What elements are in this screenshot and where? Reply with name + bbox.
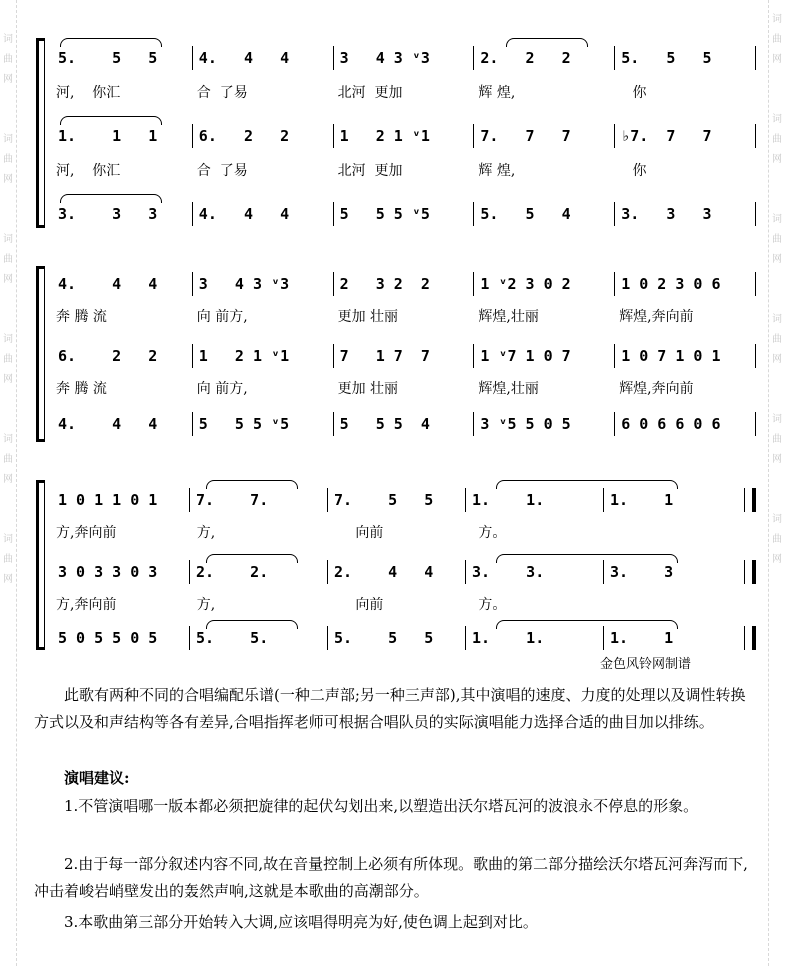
- lyric: 辉煌,奔向前: [619, 309, 694, 325]
- score-system-3: [36, 480, 756, 650]
- left-margin-line: [16, 0, 17, 966]
- measure: ♭7. 7 7: [621, 127, 712, 145]
- voice-3-notes: [52, 202, 756, 226]
- measure: 3. 3 3: [58, 205, 158, 223]
- measure: 1 0 1 1 0 1: [58, 491, 158, 509]
- system-line: [44, 480, 45, 650]
- lyric: 更加 壮丽: [337, 309, 399, 325]
- lyric: 奔 腾 流: [56, 309, 107, 325]
- lyric: 北河 更加: [337, 163, 403, 179]
- lyric-line: [52, 520, 756, 544]
- measure: 3. 3 3: [621, 205, 712, 223]
- measure: 1 0 7 1 0 1: [621, 347, 721, 365]
- measure: 1. 1.: [472, 629, 545, 647]
- measure: 5. 5 4: [480, 205, 571, 223]
- lyric-line: [52, 158, 756, 182]
- voice-2-notes: [52, 560, 756, 584]
- voice-3-notes: [52, 412, 756, 436]
- watermark-left: 词曲网 词曲网 词曲网 词曲网 词曲网 词曲网: [3, 34, 13, 585]
- lyric: 辉煌,壮丽: [478, 381, 539, 397]
- measure: 6. 2 2: [58, 347, 158, 365]
- lyric: 更加 壮丽: [337, 381, 399, 397]
- lyric: 河, 你汇: [56, 163, 121, 179]
- advice-point-3: 3.本歌曲第三部分开始转入大调,应该唱得明亮为好,使色调上起到对比。: [64, 913, 538, 931]
- system-line: [44, 38, 45, 228]
- measure: 5. 5 5: [334, 629, 434, 647]
- lyric: 向 前方,: [196, 381, 248, 397]
- voice-1-notes: [52, 488, 756, 512]
- measure: 4. 4 4: [58, 415, 158, 433]
- voice-1-notes: [52, 46, 756, 70]
- advice-point-1: 1.不管演唱哪一版本都必须把旋律的起伏勾划出来,以塑造出沃尔塔瓦河的波浪永不停息的形象。: [64, 797, 699, 815]
- measure: 3 ᵛ5 5 0 5: [480, 415, 571, 433]
- lyric: 方,: [196, 525, 216, 541]
- lyric: 奔 腾 流: [56, 381, 107, 397]
- lyric: 方,奔向前: [56, 525, 117, 541]
- measure: 6 0 6 6 0 6: [621, 415, 721, 433]
- measure: 7. 5 5: [334, 491, 434, 509]
- measure: 7. 7.: [196, 491, 269, 509]
- measure: 5 5 5 ᵛ5: [198, 415, 290, 433]
- measure: 5 5 5 ᵛ5: [339, 205, 430, 223]
- measure: 1. 1 1: [58, 127, 158, 145]
- measure: 5 5 5 4: [339, 415, 430, 433]
- measure: 3. 3: [610, 563, 674, 581]
- measure: 1. 1: [610, 629, 674, 647]
- measure: 4. 4 4: [198, 205, 290, 223]
- lyric: 辉 煌,: [478, 85, 516, 101]
- final-barline: [744, 488, 756, 512]
- measure: 3 4 3 ᵛ3: [339, 49, 430, 67]
- advice-heading: 演唱建议:: [64, 769, 130, 787]
- measure: 1 0 2 3 0 6: [621, 275, 721, 293]
- right-margin-line: [768, 0, 769, 966]
- watermark-right: 词曲网 词曲网 词曲网 词曲网 词曲网 词曲网: [772, 14, 782, 565]
- measure: 1 ᵛ7 1 0 7: [480, 347, 571, 365]
- measure: 1 ᵛ2 3 0 2: [480, 275, 571, 293]
- lyric-line: [52, 80, 756, 104]
- voice-3-notes: [52, 626, 756, 650]
- measure: 2 3 2 2: [339, 275, 430, 293]
- final-barline: [744, 626, 756, 650]
- measure: 5 0 5 5 0 5: [58, 629, 158, 647]
- measure: 3 4 3 ᵛ3: [198, 275, 290, 293]
- lyric: 河, 你汇: [56, 85, 121, 101]
- lyric: 方,: [196, 597, 216, 613]
- measure: 3. 3.: [472, 563, 545, 581]
- measure: 1 2 1 ᵛ1: [198, 347, 290, 365]
- measure: 7. 7 7: [480, 127, 571, 145]
- lyric: 向前: [337, 597, 384, 613]
- lyric: 你: [619, 163, 647, 179]
- lyric: 向 前方,: [196, 309, 248, 325]
- final-barline: [744, 560, 756, 584]
- lyric: 辉煌,奔向前: [619, 381, 694, 397]
- advice-point-2: 2.由于每一部分叙述内容不同,故在音量控制上必须有所体现。歌曲的第二部分描绘沃尔塔瓦河奔泻而下,冲击着峻岩峭壁发出的轰然声响,这就是本歌曲的高潮部分。: [34, 855, 748, 900]
- lyric: 辉煌,壮丽: [478, 309, 539, 325]
- lyric-line: [52, 376, 756, 400]
- measure: 2. 4 4: [334, 563, 434, 581]
- measure: 3 0 3 3 0 3: [58, 563, 158, 581]
- lyric: 方。: [478, 597, 507, 613]
- voice-2-notes: [52, 344, 756, 368]
- measure: 4. 4 4: [58, 275, 158, 293]
- measure: 2. 2.: [196, 563, 269, 581]
- measure: 1. 1: [610, 491, 674, 509]
- intro-paragraph: 此歌有两种不同的合唱编配乐谱(一种二声部;另一种三声部),其中演唱的速度、力度的处理以及调性转换方式以及和声结构等各有差异,合唱指挥老师可根据合唱队员的实际演唱能力选择合适的曲目加以排练。: [34, 686, 746, 731]
- lyric: 方。: [478, 525, 507, 541]
- measure: 7 1 7 7: [339, 347, 430, 365]
- voice-1-notes: [52, 272, 756, 296]
- measure: 5. 5.: [196, 629, 269, 647]
- measure: 4. 4 4: [198, 49, 290, 67]
- measure: 1 2 1 ᵛ1: [339, 127, 430, 145]
- lyric: 合 了易: [196, 163, 248, 179]
- score-system-1: [36, 38, 756, 228]
- lyric: 向前: [337, 525, 384, 541]
- lyric: 方,奔向前: [56, 597, 117, 613]
- system-line: [44, 266, 45, 442]
- measure: 6. 2 2: [198, 127, 290, 145]
- voice-2-notes: [52, 124, 756, 148]
- measure: 5. 5 5: [621, 49, 712, 67]
- lyric: 你: [619, 85, 647, 101]
- lyric-line: [52, 304, 756, 328]
- lyric: 合 了易: [196, 85, 248, 101]
- measure: 5. 5 5: [58, 49, 158, 67]
- lyric: 辉 煌,: [478, 163, 516, 179]
- measure: 1. 1.: [472, 491, 545, 509]
- lyric: 北河 更加: [337, 85, 403, 101]
- measure: 2. 2 2: [480, 49, 571, 67]
- score-credit: 金色风铃网制谱: [600, 657, 692, 672]
- score-system-2: [36, 266, 756, 442]
- lyric-line: [52, 592, 756, 616]
